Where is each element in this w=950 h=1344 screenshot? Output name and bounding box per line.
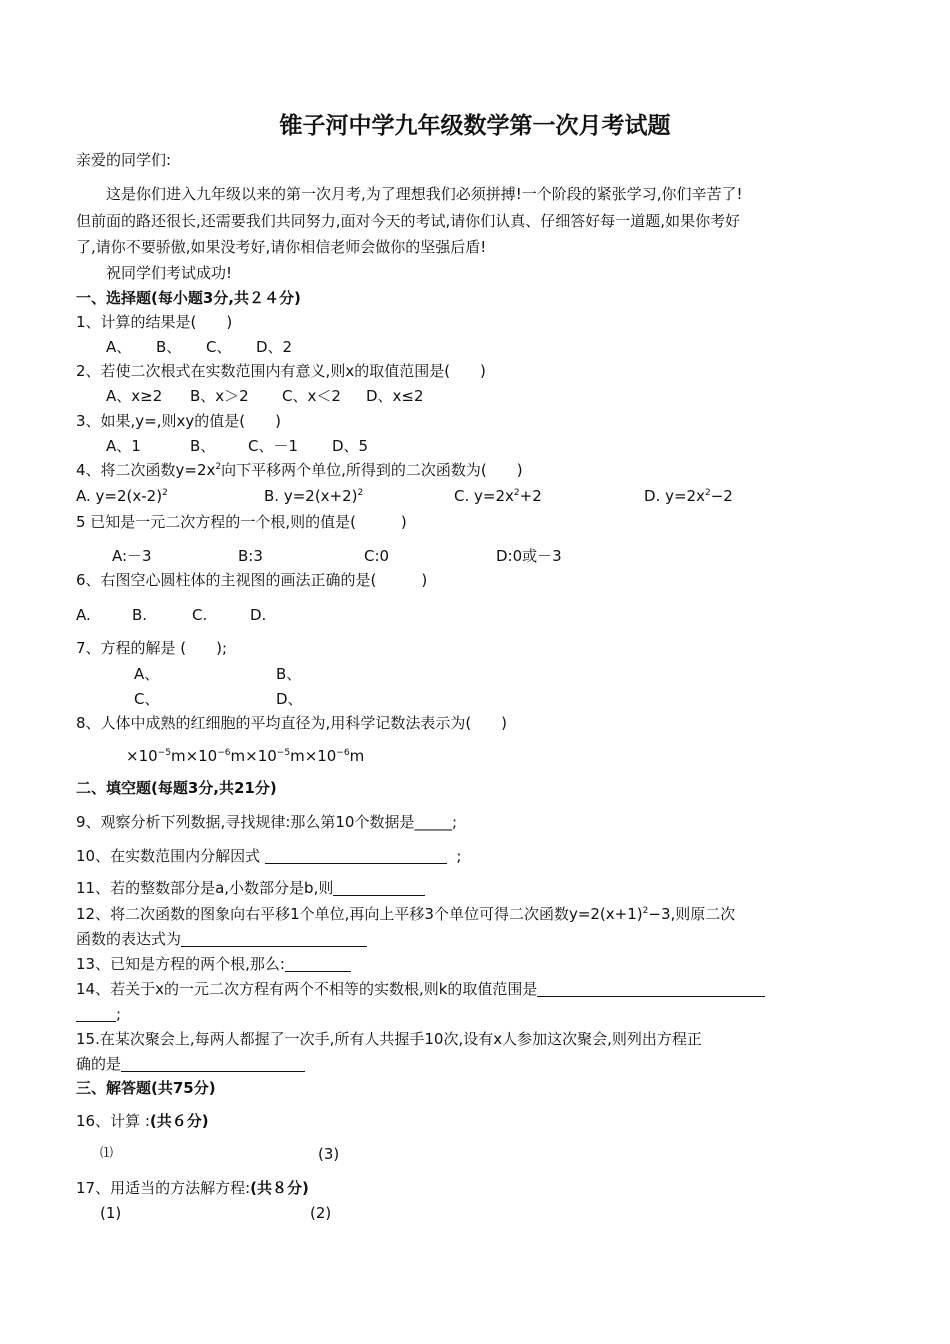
question-8: 8、人体中成熟的红细胞的平均直径为,用科学记数法表示为( ) (76, 714, 508, 732)
question-13 (76, 954, 351, 974)
question-17 (76, 1178, 309, 1198)
exam-title: 锥子河中学九年级数学第一次月考试题 (279, 113, 671, 139)
question-12 (76, 904, 735, 924)
q8-option-c (245, 747, 305, 765)
q8-option-d-exponent: −6 (336, 748, 350, 758)
wish-line: 祝同学们考试成功! (106, 264, 233, 282)
q8-option-a-unit: m (170, 747, 186, 765)
q14-end: ; (116, 1005, 122, 1023)
q12-line2-text: 函数的表达式为 (76, 930, 182, 948)
q4-option-d-tail: −2 (710, 487, 733, 505)
q11-text: 11、若的整数部分是a,小数部分是b,则 (76, 879, 334, 897)
q4-option-a-expr: A. y=2(x-2) (76, 487, 163, 505)
question-14-line-2 (76, 1004, 121, 1024)
q4-option-c-exponent: 2 (513, 488, 520, 498)
q14-text: 14、若关于x的一元二次方程有两个不相等的实数根,则k的取值范围是 (76, 980, 538, 998)
intro-line-3: 了,请你不要骄傲,如果没考好,请你相信老师会做你的坚强后盾! (76, 238, 487, 256)
question-16 (76, 1111, 209, 1131)
question-10 (76, 846, 461, 866)
q17-part-1: (1) (100, 1204, 122, 1222)
q15-line2-text: 确的是 (76, 1055, 122, 1073)
question-15-line-2 (76, 1054, 305, 1074)
q6-option-d: D. (250, 606, 267, 624)
q5-option-d: D:0或－3 (496, 547, 562, 565)
q10-answer-blank[interactable] (265, 849, 447, 864)
q17-text: 17、用适当的方法解方程: (76, 1179, 251, 1197)
q12-exponent: 2 (642, 906, 649, 916)
q7-option-b: B、 (276, 665, 302, 683)
q15-answer-blank[interactable] (121, 1057, 305, 1072)
q7-option-a: A、 (134, 665, 160, 683)
q4-option-b (264, 486, 363, 506)
question-7: 7、方程的解是 ( ); (76, 639, 228, 657)
q8-option-b-unit: m (230, 747, 246, 765)
q4-option-c (454, 486, 542, 506)
q16-points: (共６分) (149, 1112, 209, 1130)
q8-option-d-unit: m (349, 747, 365, 765)
q3-option-d: D、5 (332, 437, 369, 455)
q16-part-3: (3) (318, 1145, 340, 1163)
q6-option-c: C. (192, 606, 208, 624)
q8-option-b-base: ×10 (185, 747, 218, 765)
q13-text: 13、已知是方程的两个根,那么: (76, 955, 285, 973)
q13-answer-blank[interactable] (285, 957, 351, 972)
q7-option-d: D、 (276, 690, 303, 708)
intro-line-2: 但前面的路还很长,还需要我们共同努力,面对今天的考试,请你们认真、仔细答好每一道题,如果你考好 (76, 212, 741, 230)
q4-option-a-exponent: 2 (162, 488, 168, 498)
q6-option-b: B. (132, 606, 148, 624)
q2-option-a: A、x≥2 (106, 387, 163, 405)
greeting: 亲爱的同学们: (76, 151, 172, 169)
q8-option-a-base: ×10 (126, 747, 158, 765)
question-5: 5 已知是一元二次方程的一个根,则的值是( ) (76, 513, 407, 531)
q14-answer-blank-continued[interactable] (76, 1007, 116, 1022)
q7-option-c: C、 (134, 690, 160, 708)
q3-option-c: C、－1 (248, 437, 299, 455)
q12-answer-blank[interactable] (181, 932, 367, 947)
question-11 (76, 878, 425, 898)
q5-option-c: C:0 (364, 547, 390, 565)
q16-part-1: ⑴ (100, 1146, 114, 1161)
question-9: 9、观察分析下列数据,寻找规律:那么第10个数据是_____; (76, 813, 458, 831)
question-4 (76, 460, 523, 480)
q3-option-b: B、 (190, 437, 216, 455)
q2-option-d: D、x≤2 (366, 387, 424, 405)
q14-answer-blank[interactable] (537, 982, 765, 997)
q8-option-b (186, 747, 246, 765)
section-3-heading: 三、解答题(共75分) (76, 1079, 216, 1097)
q2-option-c: C、x＜2 (282, 387, 341, 405)
q4-text-end: 向下平移两个单位,所得到的二次函数为( ) (221, 461, 523, 479)
q4-option-d-exponent: 2 (704, 488, 711, 498)
q4-option-b-expr: B. y=2(x+2) (264, 487, 358, 505)
question-3: 3、如果,y=,则xy的值是( ) (76, 412, 281, 430)
question-2: 2、若使二次根式在实数范围内有意义,则x的取值范围是( ) (76, 362, 486, 380)
q4-option-d (644, 486, 733, 506)
question-6: 6、右图空心圆柱体的主视图的画法正确的是( ) (76, 571, 428, 589)
q4-option-b-exponent: 2 (357, 488, 364, 498)
intro-line-1: 这是你们进入九年级以来的第一次月考,为了理想我们必须拼搏!一个阶段的紧张学习,你们辛苦了! (106, 185, 743, 203)
q4-option-a (76, 486, 168, 506)
q12-text-start: 12、将二次函数的图象向右平移1个单位,再向上平移3个单位可得二次函数y=2(x+1) (76, 905, 643, 923)
q10-end: ; (456, 847, 462, 865)
section-2-heading: 二、填空题(每题3分,共21分) (76, 779, 277, 797)
q17-part-2: (2) (310, 1204, 332, 1222)
question-1: 1、计算的结果是( ) (76, 313, 233, 331)
q16-text: 16、计算 : (76, 1112, 150, 1130)
q1-option-a: A、 (106, 338, 132, 356)
q6-option-a: A. (76, 606, 91, 624)
q1-option-c: C、 (206, 338, 232, 356)
q1-option-b: B、 (156, 338, 182, 356)
q8-option-a-exponent: −5 (157, 748, 171, 758)
q8-option-d-base: ×10 (304, 747, 337, 765)
q17-points: (共８分) (250, 1179, 309, 1197)
q4-option-d-expr: D. y=2x (644, 487, 705, 505)
q8-option-a (126, 747, 186, 765)
q8-option-c-unit: m (290, 747, 305, 765)
q12-text-end: −3,则原二次 (648, 905, 736, 923)
q4-exponent: 2 (215, 462, 222, 472)
q2-option-b: B、x＞2 (190, 387, 249, 405)
q8-option-c-base: ×10 (245, 747, 277, 765)
question-14 (76, 979, 765, 999)
q4-text-start: 4、将二次函数y=2x (76, 461, 216, 479)
q11-answer-blank[interactable] (333, 881, 425, 896)
q5-option-b: B:3 (238, 547, 263, 565)
q8-options (126, 746, 364, 766)
question-15: 15.在某次聚会上,每两人都握了一次手,所有人共握手10次,设有x人参加这次聚会,则列出方程正 (76, 1030, 702, 1048)
q3-option-a: A、1 (106, 437, 141, 455)
q10-text: 10、在实数范围内分解因式 (76, 847, 261, 865)
q4-option-c-tail: +2 (519, 487, 542, 505)
section-1-heading: 一、选择题(每小题3分,共２４分) (76, 289, 301, 307)
q8-option-b-exponent: −6 (217, 748, 231, 758)
question-12-line-2 (76, 929, 367, 949)
q4-option-c-expr: C. y=2x (454, 487, 514, 505)
q8-option-d (305, 747, 365, 765)
q5-option-a: A:－3 (112, 547, 152, 565)
q8-option-c-exponent: −5 (276, 748, 291, 758)
q1-option-d: D、2 (256, 338, 293, 356)
